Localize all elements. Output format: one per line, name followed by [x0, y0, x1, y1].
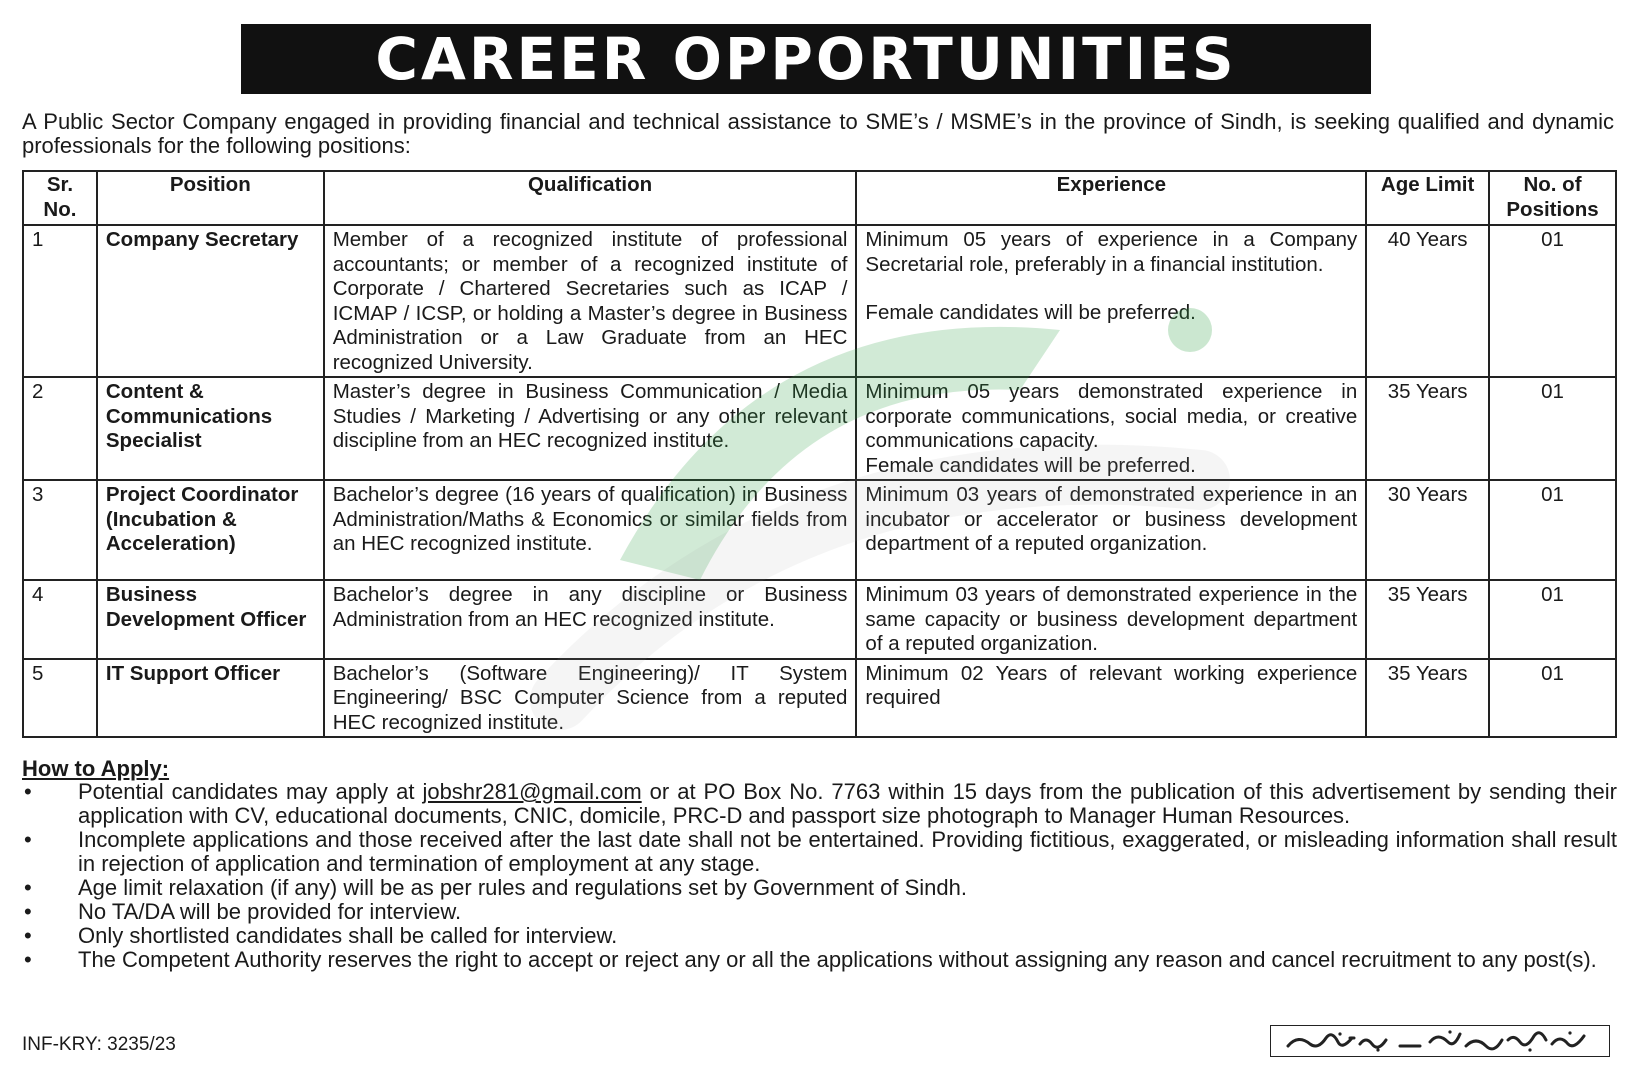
- cell-experience: [856, 225, 1366, 377]
- title-banner: [241, 24, 1371, 94]
- cell-sr-no: 2: [23, 377, 97, 480]
- cell-qualification: Bachelor’s degree in any discipline or Business Administration from an HEC recognized institute.: [324, 580, 857, 659]
- list-item-text: Age limit relaxation (if any) will be as per rules and regulations set by Government of Sindh.: [78, 875, 967, 900]
- cell-sr-no: 3: [23, 480, 97, 580]
- cell-qualification: Bachelor’s degree (16 years of qualification) in Business Administration/Maths & Economics or similar fields from an HEC recognized institute.: [324, 480, 857, 580]
- apply-text-post: or at PO Box No. 7763 within 15 days from the publication of this advertisement by sending their application with CV, educational documents, CNIC, domicile, PRC-D and passport size photograph to Manager Human Resources.: [78, 779, 1617, 828]
- cell-position: Company Secretary: [97, 225, 324, 377]
- table-row: [23, 377, 1616, 480]
- cell-position: Business Development Officer: [97, 580, 324, 659]
- cell-no-of-positions: 01: [1489, 377, 1616, 480]
- experience-text: Minimum 05 years demonstrated experience in corporate communications, social media, or creative communications capacity.: [865, 380, 1358, 452]
- cell-age-limit: 35 Years: [1366, 377, 1489, 480]
- cell-no-of-positions: 01: [1489, 480, 1616, 580]
- page-title: CAREER OPPORTUNITIES: [375, 25, 1237, 93]
- list-item: [22, 780, 1617, 828]
- list-item: [22, 876, 1617, 900]
- bullet-icon: •: [24, 947, 32, 972]
- header-sr-no: Sr. No.: [23, 171, 97, 225]
- header-position: Position: [97, 171, 324, 225]
- cell-position: IT Support Officer: [97, 659, 324, 738]
- cell-experience: Minimum 03 years of demonstrated experience in the same capacity or business development department of a reputed organization.: [856, 580, 1366, 659]
- apply-text-pre: Potential candidates may apply at: [78, 779, 423, 804]
- slogan-calligraphy-icon: [1280, 1028, 1600, 1054]
- intro-paragraph: A Public Sector Company engaged in providing financial and technical assistance to SME’s / MSME’s in the province of Sindh, is seeking qualified and dynamic professionals for the following positions:: [22, 109, 1614, 158]
- cell-no-of-positions: 01: [1489, 225, 1616, 377]
- sindh-slogan-logo: [1270, 1025, 1610, 1057]
- list-item-text: No TA/DA will be provided for interview.: [78, 899, 462, 924]
- experience-note: Female candidates will be preferred.: [865, 301, 1196, 324]
- header-age-limit: Age Limit: [1366, 171, 1489, 225]
- cell-no-of-positions: 01: [1489, 580, 1616, 659]
- bullet-icon: •: [24, 875, 32, 900]
- table-header-row: [23, 171, 1616, 225]
- bullet-icon: •: [24, 827, 32, 852]
- cell-qualification: Master’s degree in Business Communication / Media Studies / Marketing / Advertising or any other relevant discipline from an HEC recognized institute.: [324, 377, 857, 480]
- bullet-icon: •: [24, 899, 32, 924]
- cell-age-limit: 35 Years: [1366, 580, 1489, 659]
- experience-text: Minimum 05 years of experience in a Company Secretarial role, preferably in a financial institution.: [865, 228, 1358, 276]
- list-item: [22, 948, 1617, 972]
- cell-age-limit: 40 Years: [1366, 225, 1489, 377]
- header-experience: Experience: [856, 171, 1366, 225]
- cell-experience: Minimum 03 years of demonstrated experience in an incubator or accelerator or business development department of a reputed organization.: [856, 480, 1366, 580]
- cell-qualification: Bachelor’s (Software Engineering)/ IT System Engineering/ BSC Computer Science from a reputed HEC recognized institute.: [324, 659, 857, 738]
- positions-table: [22, 170, 1617, 738]
- cell-no-of-positions: 01: [1489, 659, 1616, 738]
- cell-experience: Minimum 02 Years of relevant working experience required: [856, 659, 1366, 738]
- cell-experience: [856, 377, 1366, 480]
- table-row: [23, 480, 1616, 580]
- how-to-apply-list: [22, 780, 1617, 972]
- list-item: [22, 900, 1617, 924]
- table-row: [23, 225, 1616, 377]
- cell-sr-no: 4: [23, 580, 97, 659]
- reference-number: INF-KRY: 3235/23: [22, 1034, 176, 1055]
- email-link[interactable]: jobshr281@gmail.com: [422, 779, 642, 804]
- cell-sr-no: 1: [23, 225, 97, 377]
- cell-qualification: Member of a recognized institute of professional accountants; or member of a recognized institute of Corporate / Chartered Secretaries such as ICAP / ICMAP / ICSP, or holding a Master’s degree in Business Administration or a Law Graduate from an HEC recognized University.: [324, 225, 857, 377]
- table-row: [23, 580, 1616, 659]
- bullet-icon: •: [24, 923, 32, 948]
- cell-position: Project Coordinator (Incubation & Acceleration): [97, 480, 324, 580]
- list-item-text: Incomplete applications and those received after the last date shall not be entertained. Providing fictitious, exaggerated, or misleading information shall result in rejection of application and termination of employment at any stage.: [78, 827, 1617, 876]
- cell-age-limit: 30 Years: [1366, 480, 1489, 580]
- cell-age-limit: 35 Years: [1366, 659, 1489, 738]
- list-item-text: The Competent Authority reserves the right to accept or reject any or all the applications without assigning any reason and cancel recruitment to any post(s).: [78, 947, 1597, 972]
- list-item: [22, 924, 1617, 948]
- list-item: [22, 828, 1617, 876]
- bullet-icon: •: [24, 779, 32, 804]
- header-qualification: Qualification: [324, 171, 857, 225]
- header-no-of-positions: No. of Positions: [1489, 171, 1616, 225]
- cell-position: Content & Communications Specialist: [97, 377, 324, 480]
- list-item-text: Only shortlisted candidates shall be called for interview.: [78, 923, 618, 948]
- how-to-apply-heading: How to Apply:: [22, 756, 170, 781]
- experience-note: Female candidates will be preferred.: [865, 453, 1196, 477]
- cell-sr-no: 5: [23, 659, 97, 738]
- table-row: [23, 659, 1616, 738]
